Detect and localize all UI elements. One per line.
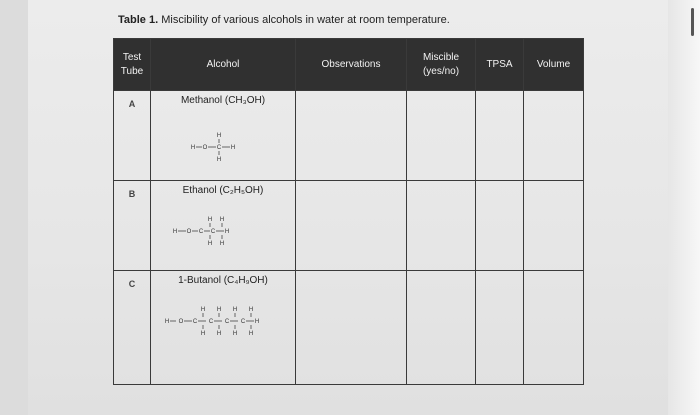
atom-h: H xyxy=(216,331,222,337)
alcohol-name: Methanol (CH₃OH) xyxy=(180,95,266,106)
atom-h: H xyxy=(219,241,225,247)
header-observations: Observations xyxy=(296,39,407,91)
atom-h: H xyxy=(232,331,238,337)
tube-label: A xyxy=(128,99,136,109)
miscible-cell[interactable] xyxy=(407,181,476,271)
alcohol-cell xyxy=(151,271,296,385)
atom-h: H xyxy=(190,145,196,151)
atom-h: H xyxy=(164,319,170,325)
alcohol-cell xyxy=(151,91,296,181)
atom-h: H xyxy=(207,217,213,223)
atom-h: H xyxy=(216,157,222,163)
atom-o: O xyxy=(178,319,184,325)
atom-h: H xyxy=(254,319,260,325)
header-yes-no-line: (yes/no) xyxy=(422,65,460,77)
atom-h: H xyxy=(207,241,213,247)
atom-o: O xyxy=(202,145,208,151)
atom-c: C xyxy=(192,319,198,325)
miscibility-table xyxy=(113,38,584,385)
miscible-cell[interactable] xyxy=(407,271,476,385)
atom-h: H xyxy=(219,217,225,223)
butanol-structure xyxy=(151,271,296,385)
atom-h: H xyxy=(200,331,206,337)
header-tpsa: TPSA xyxy=(476,39,524,91)
atom-h: H xyxy=(232,307,238,313)
atom-c: C xyxy=(240,319,246,325)
atom-h: H xyxy=(224,229,230,235)
header-miscible-line: Miscible xyxy=(422,52,460,63)
tube-label: B xyxy=(128,189,136,199)
atom-h: H xyxy=(200,307,206,313)
header-alcohol: Alcohol xyxy=(151,39,296,91)
scrollbar-thumb[interactable] xyxy=(691,8,694,36)
tube-label-cell xyxy=(114,271,151,385)
tube-label: C xyxy=(128,279,136,289)
table-caption xyxy=(118,14,450,26)
table-row xyxy=(114,271,584,385)
alcohol-name: 1-Butanol (C₄H₉OH) xyxy=(178,275,268,286)
tpsa-cell[interactable] xyxy=(476,91,524,181)
miscible-cell[interactable] xyxy=(407,91,476,181)
alcohol-name: Ethanol (C₂H₅OH) xyxy=(182,185,264,196)
caption-text: Miscibility of various alcohols in water at room temperature. xyxy=(161,14,450,26)
atom-c: C xyxy=(210,229,216,235)
atom-h: H xyxy=(230,145,236,151)
header-volume: Volume xyxy=(524,39,584,91)
atom-c: C xyxy=(198,229,204,235)
volume-cell[interactable] xyxy=(524,181,584,271)
volume-cell[interactable] xyxy=(524,271,584,385)
tube-label-cell xyxy=(114,181,151,271)
header-test-tube xyxy=(114,39,151,91)
observations-cell[interactable] xyxy=(296,271,407,385)
observations-cell[interactable] xyxy=(296,91,407,181)
tube-label-cell xyxy=(114,91,151,181)
atom-h: H xyxy=(248,331,254,337)
atom-c: C xyxy=(216,145,222,151)
atom-h: H xyxy=(172,229,178,235)
header-test-line: Test xyxy=(122,52,142,63)
caption-label: Table 1. xyxy=(118,14,159,26)
table-row xyxy=(114,181,584,271)
atom-c: C xyxy=(208,319,214,325)
tpsa-cell[interactable] xyxy=(476,181,524,271)
page-edge xyxy=(668,0,700,415)
header-miscible xyxy=(407,39,476,91)
atom-h: H xyxy=(216,307,222,313)
header-tube-line: Tube xyxy=(120,65,144,77)
methanol-structure xyxy=(151,91,296,181)
atom-h: H xyxy=(248,307,254,313)
ethanol-structure xyxy=(151,181,296,271)
tpsa-cell[interactable] xyxy=(476,271,524,385)
alcohol-cell xyxy=(151,181,296,271)
atom-o: O xyxy=(186,229,192,235)
atom-h: H xyxy=(216,133,222,139)
volume-cell[interactable] xyxy=(524,91,584,181)
header-row xyxy=(114,39,584,91)
table-row xyxy=(114,91,584,181)
observations-cell[interactable] xyxy=(296,181,407,271)
atom-c: C xyxy=(224,319,230,325)
